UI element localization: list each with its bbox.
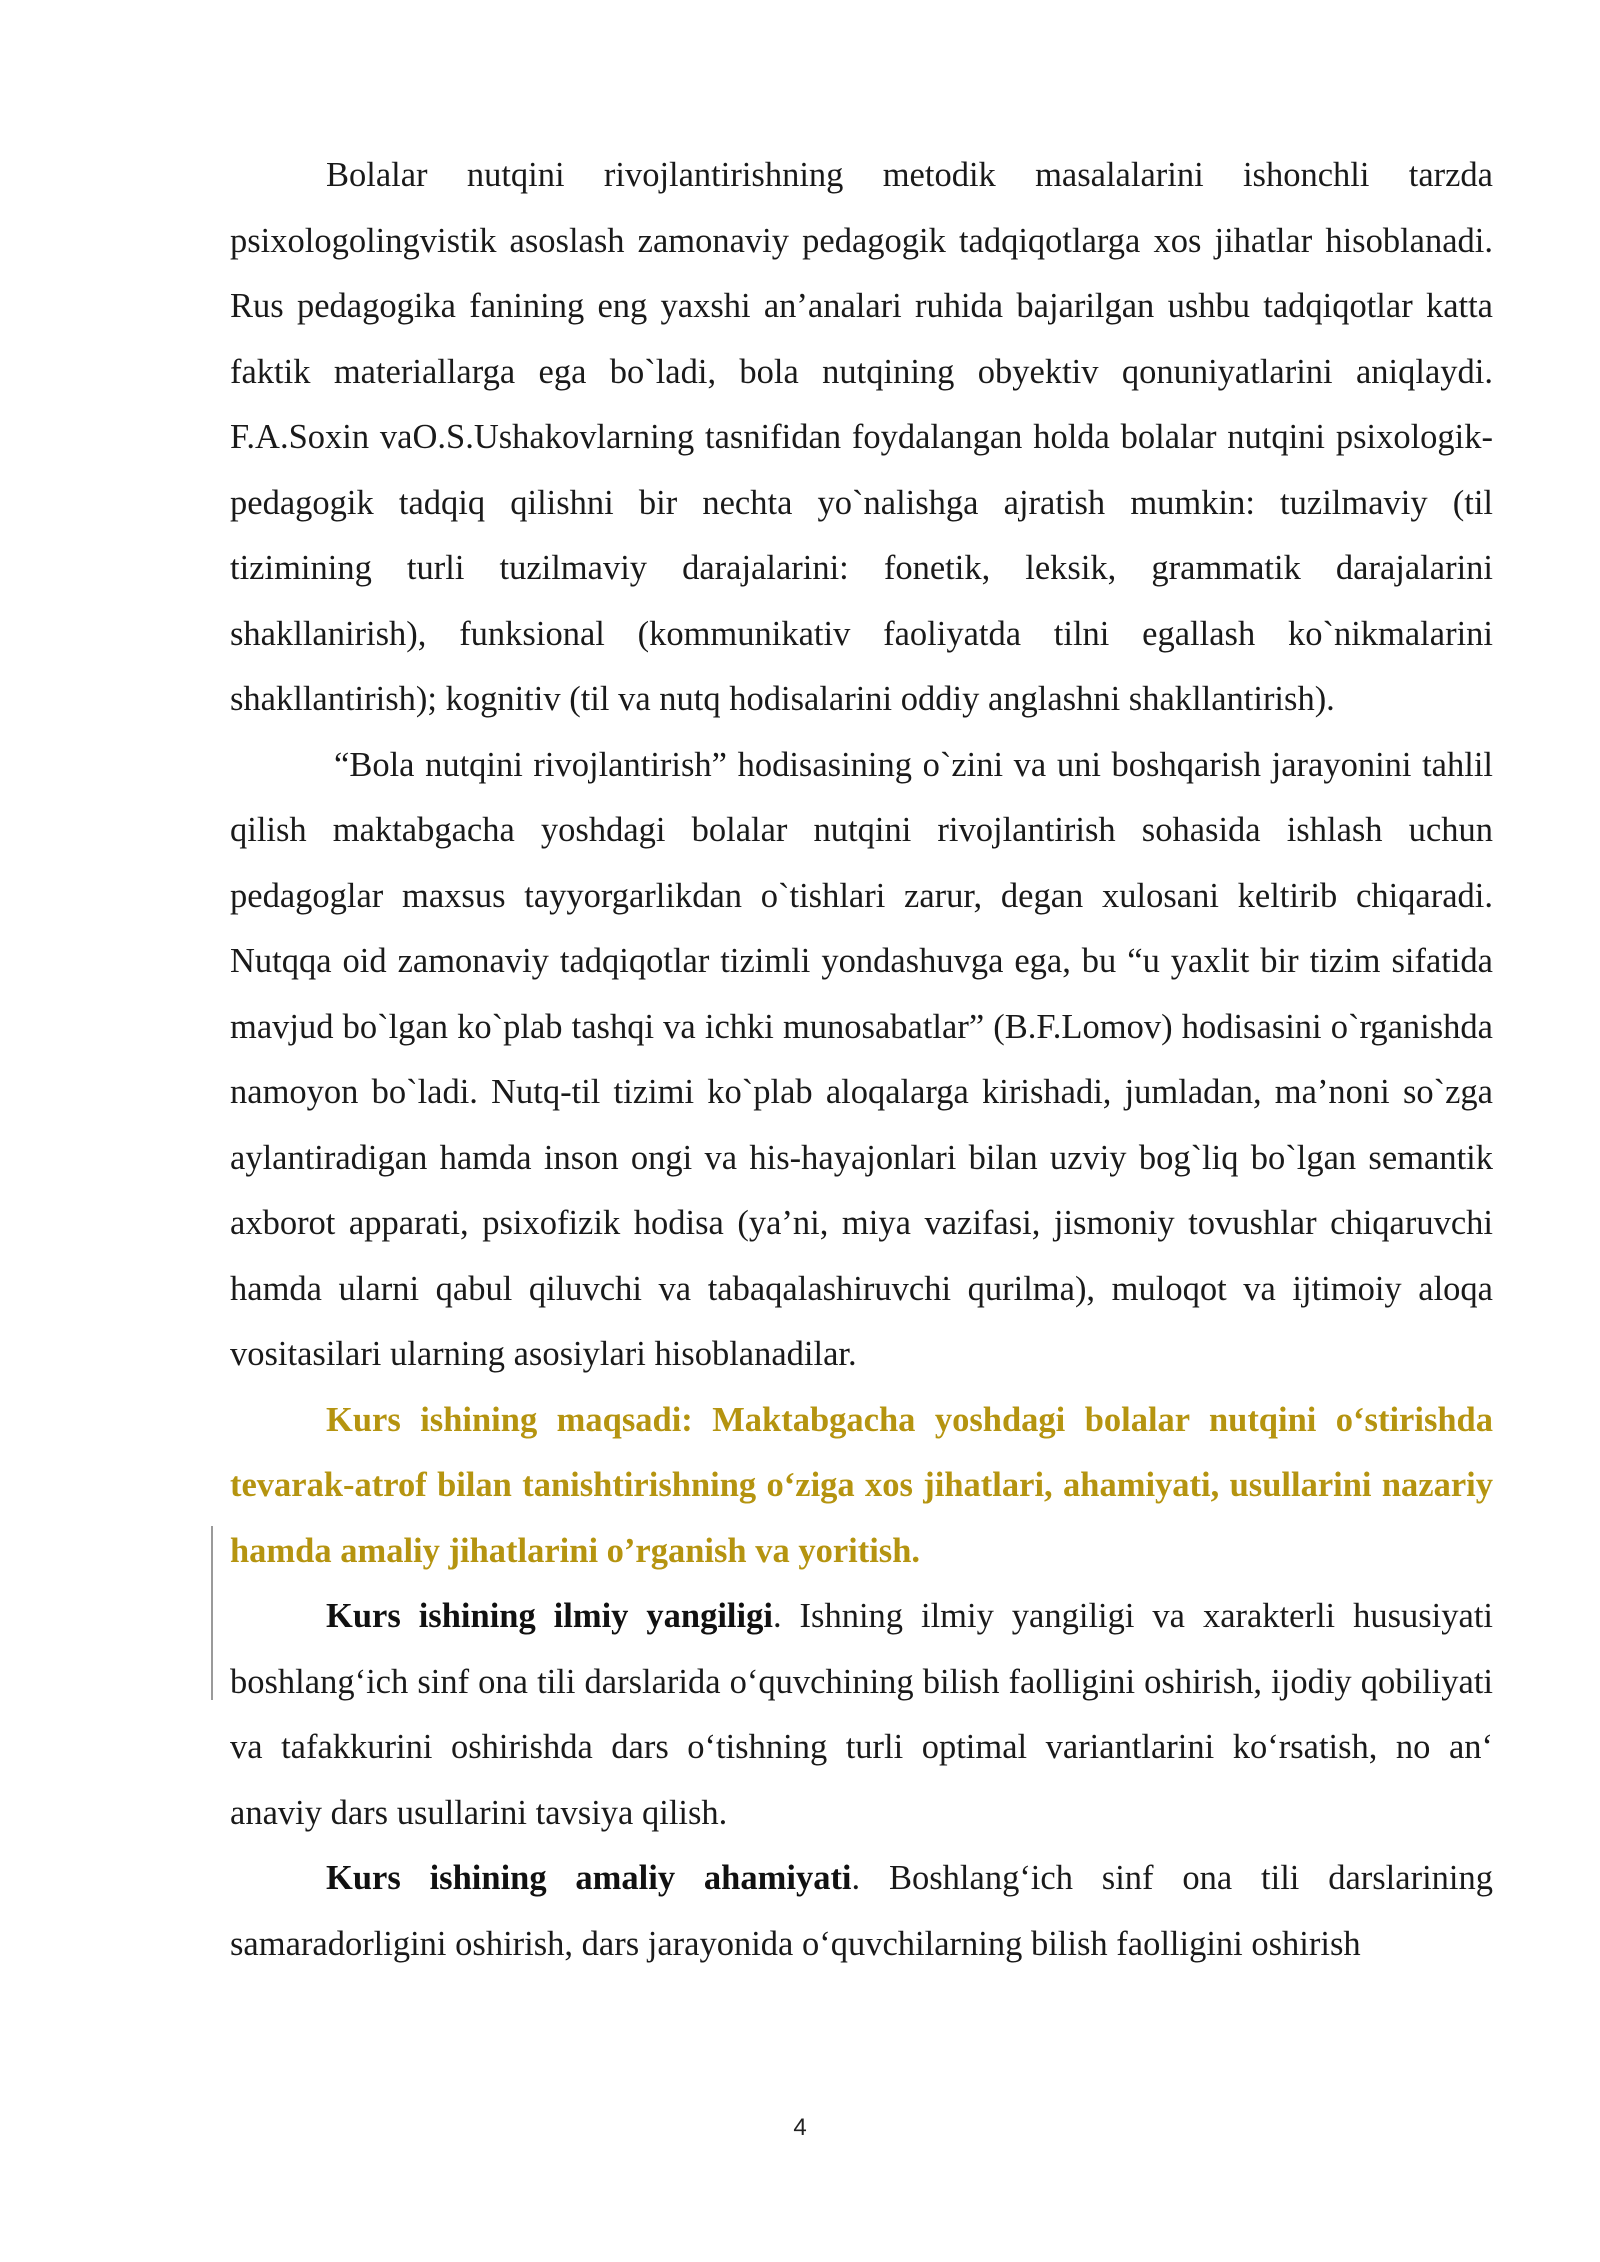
page-number: 4 — [793, 2114, 807, 2141]
paragraph-intro: Bolalar nutqini rivojlantirishning metodik masalalarini ishonchli tarzda psixologolingvistik asoslash zamonaviy pedagogik tadqiqotlarga xos jihatlar hisoblanadi. Rus pedagogika fanining eng yaxshi an’analari ruhida bajarilgan ushbu tadqiqotlar katta faktik materiallarga ega bo`ladi, bola nutqining obyektiv qonuniyatlarini aniqlaydi. F.A.Soxin vaO.S.Ushakovlarning tasnifidan foydalangan holda bolalar nutqini psixologik-pedagogik tadqiq qilishni bir nechta yo`nalishga ajratish mumkin: tuzilmaviy (til tizimining turli tuzilmaviy darajalarini: fonetik, leksik, grammatik darajalarini shakllanirish), funksional (kommunikativ faoliyatda tilni egallash ko`nikmalarini shakllantirish); kognitiv (til va nutq hodisalarini oddiy anglashni shakllantirish). — [230, 156, 1493, 718]
practical-significance-heading: Kurs ishining amaliy ahamiyati — [326, 1859, 852, 1897]
revision-change-bar — [211, 1526, 213, 1700]
paragraph-course-goal — [230, 1388, 1493, 1585]
practical-significance-text: . Boshlang‘ich sinf ona tili darslarining samaradorligini oshirish, dars jarayonida o‘quvchilarning bilish faolligini oshirish — [230, 1859, 1493, 1963]
scientific-novelty-heading: Kurs ishining ilmiy yangiligi — [326, 1597, 773, 1635]
paragraph-scientific-novelty — [230, 1584, 1493, 1846]
paragraph-practical-significance — [230, 1846, 1493, 1977]
course-goal-highlight: Kurs ishining maqsadi: Maktabgacha yoshdagi bolalar nutqini o‘stirishda tevarak-atrof bilan tanishtirishning o‘ziga xos jihatlari, ahamiyati, usullarini nazariy hamda amaliy jihatlarini o’rganish va yoritish. — [230, 1400, 1493, 1570]
scientific-novelty-text: . Ishning ilmiy yangiligi va xarakterli hususiyati boshlang‘ich sinf ona tili darslarida o‘quvchining bilish faolligini oshirish, ijodiy qobiliyati va tafakkurini oshirishda dars o‘tishning turli optimal variantlarini ko‘rsatish, no an‘ anaviy dars usullarini tavsiya qilish. — [230, 1597, 1494, 1832]
document-body — [230, 143, 1493, 1977]
paragraph-speech-development: “Bola nutqini rivojlantirish” hodisasining o`zini va uni boshqarish jarayonini tahlil qilish maktabgacha yoshdagi bolalar nutqini rivojlantirish sohasida ishlash uchun pedagoglar maxsus tayyorgarlikdan o`tishlari zarur, degan xulosani keltirib chiqaradi. Nutqqa oid zamonaviy tadqiqotlar tizimli yondashuvga ega, bu “u yaxlit bir tizim sifatida mavjud bo`lgan ko`plab tashqi va ichki munosabatlar” (B.F.Lomov) hodisasini o`rganishda namoyon bo`ladi. Nutq-til tizimi ko`plab aloqalarga kirishadi, jumladan, ma’noni so`zga aylantiradigan hamda inson ongi va his-hayajonlari bilan uzviy bog`liq bo`lgan semantik axborot apparati, psixofizik hodisa (ya’ni, miya vazifasi, jismoniy tovushlar chiqaruvchi hamda ularni qabul qiluvchi va tabaqalashiruvchi qurilma), muloqot va ijtimoiy aloqa vositasilari ularning asosiylari hisoblanadilar. — [230, 745, 1493, 1373]
